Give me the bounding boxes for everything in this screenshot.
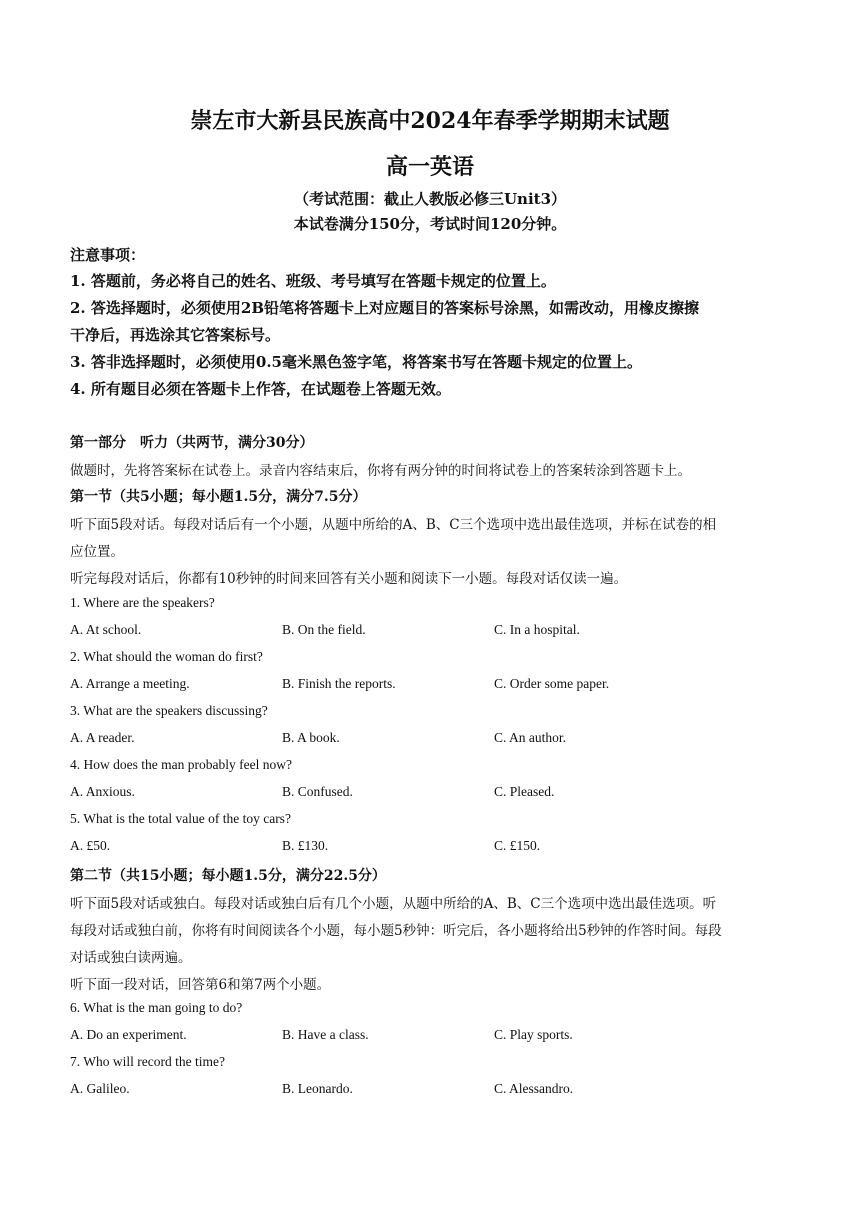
notice-item: 4. 所有题目必须在答题卡上作答，在试题卷上答题无效。 [70, 380, 451, 398]
notice-item: 1. 答题前，务必将自己的姓名、班级、考号填写在答题卡规定的位置上。 [70, 272, 556, 290]
option-a: A. A reader. [70, 730, 135, 745]
section2-intro: 每段对话或独白前，你将有时间阅读各个小题，每小题5秒钟：听完后，各小题将给出5秒钟的作答时间。每段 [70, 923, 722, 939]
option-c: C. Alessandro. [494, 1081, 574, 1096]
section1-intro: 听下面5段对话。每段对话后有一个小题，从题中所给的A、B、C三个选项中选出最佳选项，并标在试卷的相 [70, 517, 717, 533]
option-b: B. Have a class. [282, 1027, 369, 1042]
option-a: A. Anxious. [70, 784, 135, 799]
option-c: C. Pleased. [494, 784, 555, 799]
section1-heading: 第一节（共5小题；每小题1.5分，满分7.5分） [70, 489, 367, 505]
option-a: A. Do an experiment. [70, 1027, 187, 1042]
option-b: B. Finish the reports. [282, 676, 396, 691]
notice-item: 2. 答选择题时，必须使用2B铅笔将答题卡上对应题目的答案标号涂黑，如需改动，用橡皮擦擦 [70, 299, 700, 317]
option-a: A. Galileo. [70, 1081, 130, 1096]
option-a: A. At school. [70, 622, 142, 637]
question-text: 3. What are the speakers discussing? [70, 703, 268, 718]
option-c: C. An author. [494, 730, 567, 745]
question-text: 1. Where are the speakers? [70, 595, 215, 610]
part1-heading: 第一部分 听力（共两节，满分30分） [70, 435, 314, 451]
option-a: A. £50. [70, 838, 111, 853]
option-a: A. Arrange a meeting. [70, 676, 190, 691]
question-text: 4. How does the man probably feel now? [70, 757, 292, 772]
section1-intro: 应位置。 [70, 544, 124, 560]
section1-intro: 听完每段对话后，你都有10秒钟的时间来回答有关小题和阅读下一小题。每段对话仅读一遍。 [70, 571, 628, 587]
option-b: B. £130. [282, 838, 329, 853]
option-c: C. Order some paper. [494, 676, 610, 691]
option-c: C. Play sports. [494, 1027, 573, 1042]
option-b: B. A book. [282, 730, 340, 745]
question-text: 7. Who will record the time? [70, 1054, 225, 1069]
notice-item: 干净后，再选涂其它答案标号。 [70, 326, 281, 344]
subject-title: 高一英语 [385, 154, 474, 180]
section2-intro: 听下面5段对话或独白。每段对话或独白后有几个小题，从题中所给的A、B、C三个选项中选出最佳选项。听 [70, 896, 717, 912]
option-b: B. Leonardo. [282, 1081, 353, 1096]
exam-title: 崇左市大新县民族高中2024年春季学期期末试题 [190, 108, 670, 134]
option-b: B. On the field. [282, 622, 366, 637]
option-c: C. £150. [494, 838, 541, 853]
part1-intro: 做题时，先将答案标在试卷上。录音内容结束后，你将有两分钟的时间将试卷上的答案转涂到答题卡上。 [70, 463, 691, 479]
question-text: 2. What should the woman do first? [70, 649, 263, 664]
option-c: C. In a hospital. [494, 622, 580, 637]
score-time-info: 本试卷满分150分，考试时间120分钟。 [293, 215, 567, 233]
notice-item: 3. 答非选择题时，必须使用0.5毫米黑色签字笔，将答案书写在答题卡规定的位置上。 [70, 353, 642, 371]
section2-heading: 第二节（共15小题；每小题1.5分，满分22.5分） [70, 868, 386, 884]
option-b: B. Confused. [282, 784, 353, 799]
question-text: 6. What is the man going to do? [70, 1000, 243, 1015]
section2-intro: 对话或独白读两遍。 [70, 950, 192, 966]
exam-scope: （考试范围：截止人教版必修三Unit3） [293, 190, 567, 208]
section2-intro: 听下面一段对话，回答第6和第7两个小题。 [70, 977, 331, 993]
question-text: 5. What is the total value of the toy cars? [70, 811, 291, 826]
notice-heading: 注意事项： [70, 246, 146, 264]
